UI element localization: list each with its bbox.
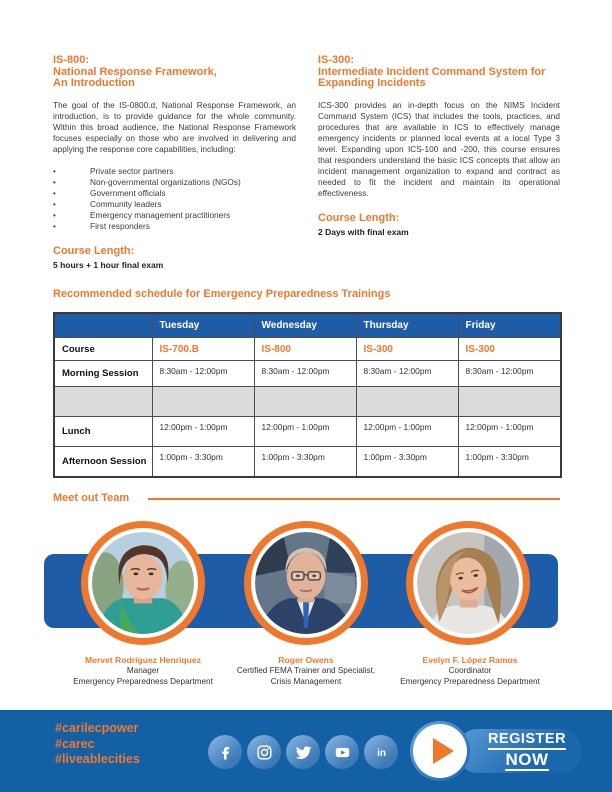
spacer-cell: [458, 387, 561, 417]
portrait-woman-1: [92, 532, 194, 634]
register-now-button[interactable]: [412, 723, 592, 779]
time-cell: 12:00pm - 1:00pm: [152, 417, 254, 447]
row-label-morning: Morning Session: [54, 361, 152, 387]
bullet-dot: •: [53, 188, 56, 198]
course-is800-length-label: Course Length:: [53, 244, 135, 257]
portrait-woman-2: [417, 532, 519, 634]
time-cell: 1:00pm - 3:30pm: [356, 447, 458, 477]
twitter-icon[interactable]: [286, 735, 320, 769]
portrait-man: [255, 532, 357, 634]
course-is800-title: [53, 55, 296, 90]
bullet-item: [53, 221, 296, 232]
row-label-course: Course: [54, 338, 152, 361]
hashtag: #carilecpower: [55, 721, 139, 735]
bullet-item: [53, 210, 296, 221]
svg-text:in: in: [376, 747, 386, 759]
course-is800-bullet-list: [53, 166, 296, 232]
facebook-icon[interactable]: [208, 735, 242, 769]
spacer-cell: [152, 387, 254, 417]
avatar: [406, 521, 530, 645]
register-line2: NOW: [505, 750, 549, 769]
bullet-dot: •: [53, 177, 56, 187]
member-department: Emergency Preparedness Department: [400, 676, 540, 686]
schedule-table: [53, 312, 562, 478]
member-name: Evelyn F. López Ramos: [422, 655, 518, 665]
time-cell: 8:30am - 12:00pm: [152, 361, 254, 387]
bullet-text: Community leaders: [90, 198, 162, 209]
spacer-cell: [356, 387, 458, 417]
avatar: [244, 521, 368, 645]
course-is300-title-line2: Expanding Incidents: [318, 77, 426, 89]
bullet-text: Private sector partners: [90, 165, 174, 176]
bullet-text: Government officials: [90, 187, 166, 198]
course-cell: IS-800: [254, 338, 356, 361]
bullet-item: [53, 199, 296, 210]
table-row-spacer: [54, 387, 561, 417]
bullet-dot: •: [53, 210, 56, 220]
play-circle: [413, 724, 467, 778]
time-cell: 8:30am - 12:00pm: [254, 361, 356, 387]
spacer-cell: [54, 387, 152, 417]
bullet-dot: •: [53, 199, 56, 209]
course-is300-length-label: Course Length:: [318, 211, 400, 224]
register-label: [476, 730, 578, 771]
avatar-ring: [251, 528, 361, 638]
time-cell: 1:00pm - 3:30pm: [458, 447, 561, 477]
avatar-ring: [88, 528, 198, 638]
bullet-dot: •: [53, 166, 56, 176]
table-row: [54, 447, 561, 477]
bullet-item: [53, 188, 296, 199]
time-cell: 8:30am - 12:00pm: [458, 361, 561, 387]
member-department: Crisis Management: [270, 676, 342, 686]
hashtag: #carec: [55, 736, 95, 751]
member-role: Certified FEMA Trainer and Specialist,: [236, 666, 376, 675]
bullet-dot: •: [53, 221, 56, 231]
course-is300-code: IS-300:: [318, 54, 355, 66]
table-row: [54, 361, 561, 387]
course-is300-length-value: 2 Days with final exam: [318, 226, 409, 237]
course-is300-description: ICS-300 provides an in-depth focus on the NIMS Incident Command System (ICS) that includes the tools, practices, and procedures that are available in ICS to effectively manage emergency incidents or planned local events at a local Type 3 level. Expanding upon ICS-100 and -200, this course ensures that responders understand the basic ICS concepts that allow an incident management organization to expand and contract as needed to fit the incident and maintain its operational effectiveness.: [318, 99, 560, 198]
register-line1: REGISTER: [488, 731, 566, 750]
member-role: Manager: [126, 666, 160, 675]
time-cell: 1:00pm - 3:30pm: [254, 447, 356, 477]
member-name: Mervet Rodríguez Henriquez: [84, 655, 202, 665]
course-is800-code: IS-800:: [53, 54, 90, 66]
member-role: Coordinator: [448, 666, 492, 675]
member-photo-evelyn: [417, 532, 519, 634]
table-row: [54, 338, 561, 361]
course-is300-title-line1: Intermediate Incident Command System for: [318, 65, 546, 78]
spacer-cell: [254, 387, 356, 417]
avatar-ring: [413, 528, 523, 638]
time-cell: 8:30am - 12:00pm: [356, 361, 458, 387]
course-cell: IS-300: [458, 338, 561, 361]
play-icon: [433, 738, 454, 764]
course-is800-section: [53, 55, 296, 270]
member-department: Emergency Preparedness Department: [73, 676, 213, 686]
time-cell: 12:00pm - 1:00pm: [254, 417, 356, 447]
course-cell: IS-300: [356, 338, 458, 361]
course-is800-title-line1: National Response Framework,: [53, 65, 217, 78]
footer-bar: [0, 710, 612, 792]
member-photo-mervet: [92, 532, 194, 634]
team-member-card: [368, 655, 572, 687]
social-icons-row: [208, 735, 398, 769]
table-row: [54, 417, 561, 447]
avatar: [81, 521, 205, 645]
row-label-lunch: Lunch: [54, 417, 152, 447]
course-is800-title-line2: An Introduction: [53, 77, 135, 89]
hashtag: #liveablecities: [55, 752, 140, 766]
bullet-text: Emergency management practitioners: [90, 209, 231, 220]
schedule-heading: Recommended schedule for Emergency Preparedness Trainings: [53, 288, 391, 300]
schedule-header-tuesday: Tuesday: [152, 313, 254, 338]
row-label-afternoon: Afternoon Session: [54, 447, 152, 477]
bullet-text: First responders: [90, 220, 150, 231]
bullet-item: [53, 177, 296, 188]
schedule-header-thursday: Thursday: [356, 313, 458, 338]
time-cell: 1:00pm - 3:30pm: [152, 447, 254, 477]
instagram-icon[interactable]: [247, 735, 281, 769]
member-name: Roger Owens: [278, 655, 334, 665]
course-is800-description: The goal of the IS-0800.d, National Response Framework, an introduction, is to provide guidance for the whole community. Within this broad audience, the National Response Framework focuses especially on those who are involved in delivering and applying the response core capabilities, including:: [53, 99, 296, 154]
bullet-item: [53, 166, 296, 177]
course-is300-title: [318, 55, 560, 90]
youtube-icon[interactable]: [325, 735, 359, 769]
bullet-text: Non-governmental organizations (NGOs): [90, 176, 241, 187]
course-cell: IS-700.B: [152, 338, 254, 361]
team-heading-rule: [148, 498, 560, 500]
schedule-header-friday: Friday: [458, 313, 561, 338]
schedule-header-empty: [54, 313, 152, 338]
course-is800-length-value: 5 hours + 1 hour final exam: [53, 259, 164, 270]
member-photo-roger: [255, 532, 357, 634]
time-cell: 12:00pm - 1:00pm: [458, 417, 561, 447]
hashtag-block: [55, 721, 140, 768]
time-cell: 12:00pm - 1:00pm: [356, 417, 458, 447]
team-heading: Meet out Team: [53, 492, 130, 504]
schedule-header-wednesday: Wednesday: [254, 313, 356, 338]
course-is300-section: [318, 55, 560, 237]
linkedin-icon[interactable]: [364, 735, 398, 769]
schedule-header-row: [54, 313, 561, 338]
